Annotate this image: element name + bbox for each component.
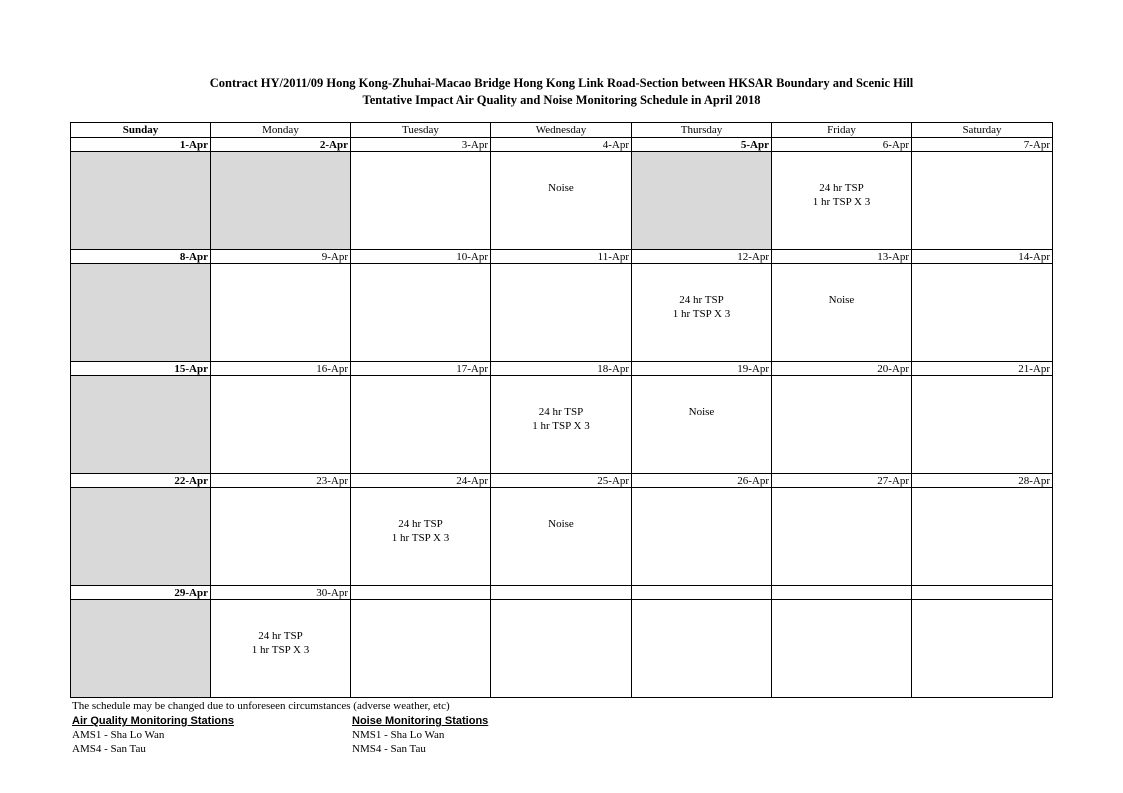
air-quality-station-list bbox=[72, 714, 234, 756]
calendar-table bbox=[70, 122, 1053, 698]
date-cell bbox=[351, 586, 491, 600]
date-cell bbox=[632, 586, 772, 600]
day-cell bbox=[772, 488, 912, 586]
date-cell bbox=[912, 586, 1053, 600]
activity-row bbox=[71, 488, 1053, 586]
day-cell bbox=[351, 376, 491, 474]
monitoring-activity bbox=[211, 600, 350, 657]
monitoring-activity bbox=[772, 264, 911, 307]
date-cell: 8-Apr bbox=[71, 250, 211, 264]
day-cell bbox=[491, 376, 632, 474]
weekday-header-row bbox=[71, 123, 1053, 138]
weekday-wednesday: Wednesday bbox=[491, 123, 632, 138]
day-cell bbox=[912, 264, 1053, 362]
date-cell: 3-Apr bbox=[351, 138, 491, 152]
day-cell bbox=[71, 376, 211, 474]
day-cell bbox=[71, 264, 211, 362]
day-cell bbox=[912, 152, 1053, 250]
date-cell: 28-Apr bbox=[912, 474, 1053, 488]
monitoring-activity bbox=[772, 152, 911, 209]
date-cell: 5-Apr bbox=[632, 138, 772, 152]
activity-row bbox=[71, 376, 1053, 474]
noise-station: NMS4 - San Tau bbox=[352, 743, 426, 755]
schedule-subtitle: Tentative Impact Air Quality and Noise Monitoring Schedule in April 2018 bbox=[362, 93, 761, 107]
date-cell: 18-Apr bbox=[491, 362, 632, 376]
activity-label: Noise bbox=[548, 518, 574, 530]
day-cell bbox=[491, 488, 632, 586]
monitoring-activity bbox=[632, 376, 771, 419]
day-cell bbox=[772, 264, 912, 362]
date-cell: 10-Apr bbox=[351, 250, 491, 264]
date-cell: 25-Apr bbox=[491, 474, 632, 488]
date-cell: 29-Apr bbox=[71, 586, 211, 600]
day-cell bbox=[632, 152, 772, 250]
day-cell bbox=[912, 376, 1053, 474]
monitoring-activity bbox=[351, 488, 490, 545]
date-cell: 23-Apr bbox=[211, 474, 351, 488]
day-cell bbox=[71, 152, 211, 250]
date-row bbox=[71, 250, 1053, 264]
date-cell: 2-Apr bbox=[211, 138, 351, 152]
date-cell: 13-Apr bbox=[772, 250, 912, 264]
date-cell: 11-Apr bbox=[491, 250, 632, 264]
date-cell: 1-Apr bbox=[71, 138, 211, 152]
activity-label: Noise bbox=[828, 294, 855, 306]
date-cell: 6-Apr bbox=[772, 138, 912, 152]
date-cell: 9-Apr bbox=[211, 250, 351, 264]
date-cell bbox=[491, 586, 632, 600]
weekday-monday: Monday bbox=[211, 123, 351, 138]
date-cell: 27-Apr bbox=[772, 474, 912, 488]
noise-station-list bbox=[352, 714, 488, 756]
date-cell: 19-Apr bbox=[632, 362, 772, 376]
schedule-note: The schedule may be changed due to unforeseen circumstances (adverse weather, etc) bbox=[72, 700, 450, 712]
activity-label: Noise bbox=[688, 406, 715, 418]
monitoring-activity bbox=[491, 376, 631, 433]
day-cell bbox=[772, 376, 912, 474]
date-cell: 30-Apr bbox=[211, 586, 351, 600]
day-cell bbox=[491, 152, 632, 250]
air-quality-station: AMS4 - San Tau bbox=[72, 743, 146, 755]
activity-row bbox=[71, 264, 1053, 362]
day-cell bbox=[632, 488, 772, 586]
day-cell bbox=[211, 600, 351, 698]
day-cell bbox=[71, 600, 211, 698]
date-cell: 14-Apr bbox=[912, 250, 1053, 264]
day-cell bbox=[772, 600, 912, 698]
noise-heading: Noise Monitoring Stations bbox=[352, 715, 489, 727]
date-cell: 17-Apr bbox=[351, 362, 491, 376]
date-cell: 15-Apr bbox=[71, 362, 211, 376]
activity-label: 24 hr TSP bbox=[819, 182, 864, 194]
day-cell bbox=[211, 264, 351, 362]
day-cell bbox=[632, 264, 772, 362]
day-cell bbox=[912, 600, 1053, 698]
activity-label: 24 hr TSP bbox=[258, 630, 303, 642]
monitoring-activity bbox=[632, 264, 771, 321]
monitoring-activity bbox=[491, 488, 631, 531]
date-cell: 26-Apr bbox=[632, 474, 772, 488]
schedule-title: Contract HY/2011/09 Hong Kong-Zhuhai-Macao Bridge Hong Kong Link Road-Section between HKSAR Boundary and Scenic Hill bbox=[209, 76, 914, 90]
activity-label: 1 hr TSP X 3 bbox=[391, 532, 450, 544]
date-cell: 4-Apr bbox=[491, 138, 632, 152]
day-cell bbox=[351, 264, 491, 362]
activity-label: 24 hr TSP bbox=[398, 518, 443, 530]
date-cell: 7-Apr bbox=[912, 138, 1053, 152]
air-quality-heading: Air Quality Monitoring Stations bbox=[72, 715, 234, 727]
activity-label: 1 hr TSP X 3 bbox=[672, 308, 731, 320]
day-cell bbox=[351, 600, 491, 698]
date-row bbox=[71, 362, 1053, 376]
monitoring-activity bbox=[491, 152, 631, 195]
day-cell bbox=[211, 376, 351, 474]
day-cell bbox=[632, 376, 772, 474]
activity-label: 24 hr TSP bbox=[679, 294, 724, 306]
date-cell: 24-Apr bbox=[351, 474, 491, 488]
day-cell bbox=[351, 152, 491, 250]
date-cell: 22-Apr bbox=[71, 474, 211, 488]
day-cell bbox=[912, 488, 1053, 586]
activity-label: 1 hr TSP X 3 bbox=[532, 420, 590, 432]
activity-label: 1 hr TSP X 3 bbox=[251, 644, 310, 656]
day-cell bbox=[632, 600, 772, 698]
day-cell bbox=[211, 152, 351, 250]
day-cell bbox=[71, 488, 211, 586]
weekday-sunday: Sunday bbox=[71, 123, 211, 138]
activity-label: Noise bbox=[548, 182, 574, 194]
date-row bbox=[71, 474, 1053, 488]
date-row bbox=[71, 138, 1053, 152]
noise-station: NMS1 - Sha Lo Wan bbox=[352, 729, 445, 741]
air-quality-station: AMS1 - Sha Lo Wan bbox=[72, 729, 165, 741]
activity-label: 1 hr TSP X 3 bbox=[812, 196, 871, 208]
weekday-friday: Friday bbox=[772, 123, 912, 138]
date-cell: 16-Apr bbox=[211, 362, 351, 376]
day-cell bbox=[491, 600, 632, 698]
activity-label: 24 hr TSP bbox=[538, 406, 584, 418]
day-cell bbox=[491, 264, 632, 362]
date-cell: 12-Apr bbox=[632, 250, 772, 264]
date-cell: 20-Apr bbox=[772, 362, 912, 376]
weekday-saturday: Saturday bbox=[912, 123, 1053, 138]
day-cell bbox=[351, 488, 491, 586]
activity-row bbox=[71, 600, 1053, 698]
weekday-thursday: Thursday bbox=[632, 123, 772, 138]
date-row bbox=[71, 586, 1053, 600]
date-cell bbox=[772, 586, 912, 600]
activity-row bbox=[71, 152, 1053, 250]
date-cell: 21-Apr bbox=[912, 362, 1053, 376]
day-cell bbox=[772, 152, 912, 250]
day-cell bbox=[211, 488, 351, 586]
weekday-tuesday: Tuesday bbox=[351, 123, 491, 138]
